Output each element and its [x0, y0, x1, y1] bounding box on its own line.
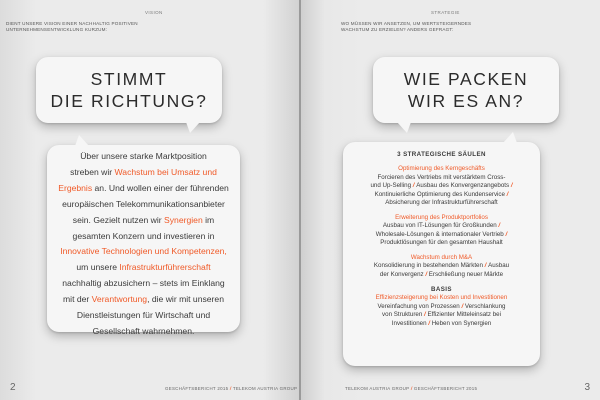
text-line: [47, 165, 240, 181]
right-text-bubble-tail: [503, 132, 517, 143]
text-line: [47, 149, 240, 165]
left-intro-line: UNTERNEHMENSENTWICKLUNG KURZUM:: [6, 27, 108, 32]
left-footer-report: GESCHÄFTSBERICHT 2015: [165, 386, 229, 391]
text-line: [47, 324, 240, 340]
text-line: [47, 308, 240, 324]
separator-slash: /: [411, 182, 417, 189]
right-footer: [345, 386, 477, 391]
text-segment: Investitionen: [391, 319, 427, 327]
highlight-term: Wachstum bei Umsatz und: [114, 166, 217, 177]
right-footer-company: TELEKOM AUSTRIA GROUP: [345, 386, 410, 391]
text-segment: Kontinuierliche Optimierung des Kundenservice: [374, 190, 505, 198]
right-title-bubble: [373, 57, 559, 123]
text-segment: gesamten Konzern und investieren in: [72, 230, 215, 241]
left-bubble-tail: [186, 122, 200, 133]
text-line: [47, 244, 240, 260]
text-segment: mit der: [63, 294, 92, 305]
right-page: [301, 0, 600, 400]
left-footer: [165, 386, 297, 391]
text-line: [47, 213, 240, 229]
text-segment: Ausbau: [488, 262, 510, 269]
text-line: [47, 229, 240, 245]
text-segment: , die wir mit unseren: [147, 294, 224, 305]
text-segment: Wholesale-Lösungen & internationaler Vertrieb: [375, 230, 504, 238]
left-intro: [6, 21, 156, 33]
text-line: [47, 292, 240, 308]
pillar-title: Optimierung des Kerngeschäfts: [398, 165, 485, 172]
separator-slash: /: [496, 222, 501, 229]
text-line: [343, 231, 540, 240]
separator-slash: /: [422, 311, 428, 318]
right-intro-line: WACHSTUM ZU ERZIELEN? ANDERS GEFRAGT:: [341, 27, 454, 32]
text-line: [343, 271, 540, 280]
separator-slash: /: [426, 319, 432, 327]
left-page-header: VISION: [145, 10, 163, 15]
highlight-term: Verantwortung: [91, 294, 148, 305]
text-segment: Vereinfachung von Prozessen: [377, 302, 460, 310]
text-line: [343, 199, 540, 208]
right-title-line-2: WIR ES AN?: [407, 91, 525, 111]
separator-slash: /: [423, 270, 429, 278]
pillar-title: Wachstum durch M&A: [410, 253, 473, 261]
text-segment: nachhaltig abzusichern – stets im Einklang: [62, 278, 225, 289]
text-segment: sein. Gezielt nutzen wir: [72, 214, 165, 225]
text-segment: Über unsere starke Marktposition: [80, 151, 207, 161]
separator-slash: /: [482, 262, 489, 269]
left-text-bubble-tail: [75, 135, 89, 146]
right-bubble-tail: [397, 122, 411, 133]
footer-separator: /: [410, 386, 413, 391]
strategy-list: [343, 150, 540, 328]
text-segment: und Up-Selling: [370, 182, 412, 189]
left-footer-company: TELEKOM AUSTRIA GROUP: [232, 386, 298, 391]
text-line: [343, 303, 540, 312]
text-segment: Dienstleistungen für Wirtschaft und: [76, 310, 211, 321]
left-title-bubble: [36, 57, 222, 123]
left-text-bubble: [47, 145, 240, 336]
text-segment: Absicherung der Infrastrukturführerschaft: [385, 199, 498, 206]
text-line: [47, 197, 240, 213]
pillars-heading: 3 STRATEGISCHE SÄULEN: [397, 151, 486, 158]
vision-statement: [47, 149, 240, 340]
text-line: [343, 262, 540, 271]
basis-title: Effizienzsteigerung bei Kosten und Investitionen: [375, 294, 508, 301]
right-footer-report: GESCHÄFTSBERICHT 2015: [413, 386, 478, 391]
right-title-line-1: WIE PACKEN: [403, 69, 529, 89]
text-segment: Verschlankung: [464, 302, 506, 310]
text-segment: an. Und wollen einer der führenden: [92, 182, 229, 193]
text-line: [47, 276, 240, 292]
left-intro-line: DIENT UNSERE VISION EINER NACHHALTIG POSITIVEN: [6, 21, 138, 26]
highlight-term: Synergien: [164, 214, 203, 225]
text-segment: um unsere: [76, 262, 120, 273]
highlight-term: Infrastrukturführerschaft: [119, 262, 211, 273]
text-segment: Ausbau des Konvergenzangebots: [416, 182, 510, 189]
separator-slash: /: [504, 190, 509, 198]
text-segment: Erschließung neuer Märkte: [428, 270, 504, 278]
text-line: [343, 239, 540, 248]
highlight-term: Innovative Technologien und Kompetenzen,: [60, 246, 227, 257]
text-segment: Effizienter Mitteleinsatz bei: [427, 311, 501, 318]
text-line: [343, 320, 540, 329]
pillar-title: Erweiterung des Produktportfolios: [395, 213, 488, 221]
footer-separator: /: [229, 386, 232, 391]
text-line: [343, 191, 540, 200]
separator-slash: /: [503, 230, 508, 238]
text-line: [343, 182, 540, 191]
text-line: [343, 311, 540, 320]
text-line: [343, 174, 540, 183]
text-segment: streben wir: [70, 166, 115, 177]
text-segment: Forcieren des Vertriebs mit verstärktem Cross-: [377, 173, 506, 181]
left-title-line-1: STIMMT: [90, 69, 168, 89]
text-segment: der Konvergenz: [379, 270, 424, 278]
text-segment: von Strukturen: [382, 311, 423, 318]
basis-heading: BASIS: [431, 286, 452, 293]
text-line: [343, 222, 540, 231]
separator-slash: /: [459, 302, 465, 310]
left-page-number: 2: [10, 382, 16, 393]
left-title-line-2: DIE RICHTUNG?: [50, 91, 208, 111]
text-segment: Produktlösungen für den gesamten Haushalt: [380, 239, 503, 246]
text-segment: Gesellschaft wahrnehmen.: [92, 325, 195, 336]
text-segment: Konsolidierung in bestehenden Märkten: [373, 262, 483, 269]
right-page-header: STRATEGIE: [431, 10, 460, 15]
right-page-number: 3: [584, 382, 590, 393]
separator-slash: /: [509, 182, 513, 189]
text-segment: Heben von Synergien: [431, 319, 492, 327]
text-line: [47, 181, 240, 197]
left-page: [0, 0, 299, 400]
right-intro-line: WO MÜSSEN WIR ANSETZEN, UM WERTSTEIGERNDES: [341, 21, 472, 26]
highlight-term: Ergebnis: [58, 182, 93, 193]
text-line: [47, 260, 240, 276]
text-segment: europäischen Telekommunikationsanbieter: [62, 198, 225, 209]
text-segment: Ausbau von IT-Lösungen für Großkunden: [382, 222, 497, 229]
right-intro: [341, 21, 491, 33]
text-segment: im: [202, 214, 215, 225]
right-text-bubble: [343, 142, 540, 366]
